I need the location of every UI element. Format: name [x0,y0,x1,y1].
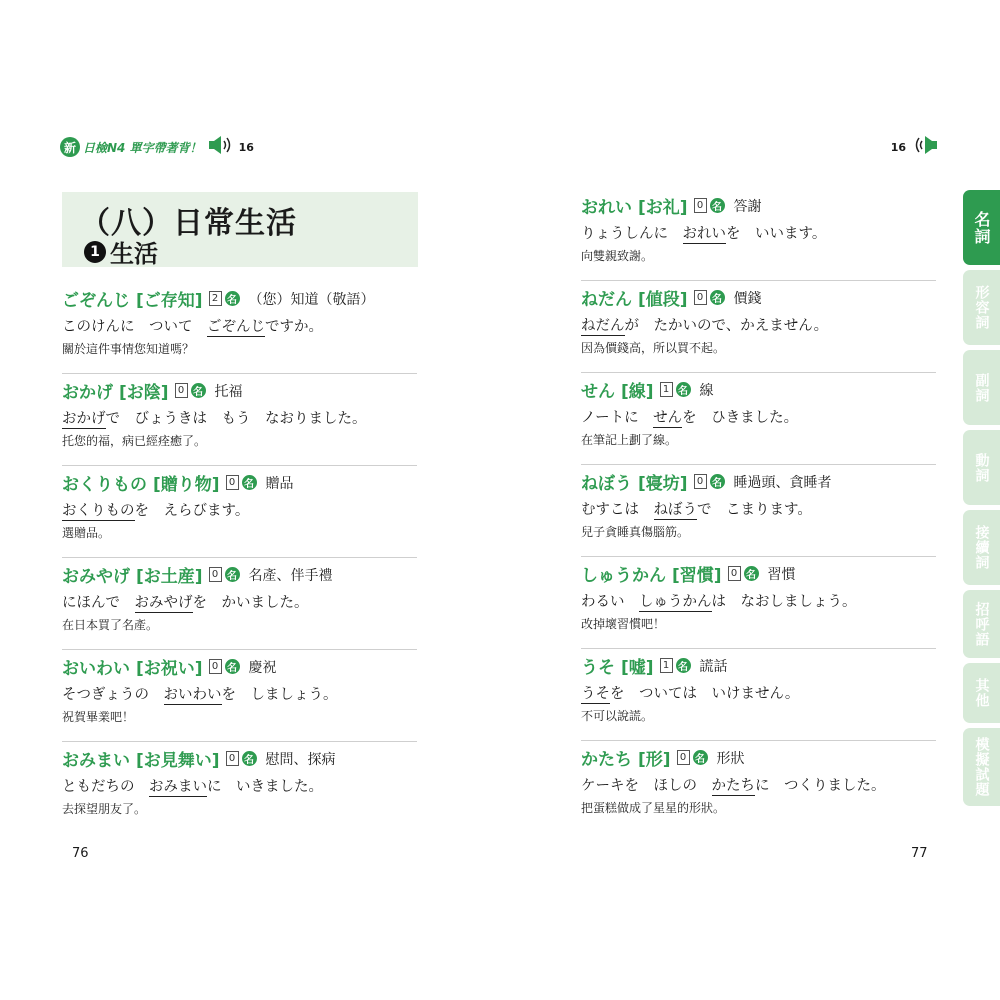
entry-meaning: 慰問、探病 [265,751,336,768]
entry-meaning: 答謝 [733,198,762,215]
accent-mark: 0 [209,659,222,674]
entry-meaning: 謊話 [699,658,728,675]
example-translation: 向雙親致謝。 [581,249,654,263]
entry-word: しゅうかん [581,566,666,586]
left-page-entries [62,282,417,834]
subsection-number: 1 [84,241,106,263]
entry-kanji: [ご存知] [136,291,203,311]
speaker-icon[interactable] [910,135,938,159]
example-sentence: りょうしんに おれいを いいます。 [581,226,827,242]
accent-mark: 0 [694,290,707,305]
vocab-entry [62,374,417,466]
series-badge: 新 [60,137,80,157]
noun-icon: 名 [225,291,240,306]
tab-greetings[interactable]: 招呼語 [963,590,1000,658]
entry-meaning: 形狀 [716,750,745,767]
noun-icon: 名 [191,383,206,398]
entry-kanji: [お陰] [119,383,169,403]
example-sentence: にほんで おみやげを かいました。 [62,595,309,611]
accent-mark: 0 [209,567,222,582]
entry-word: うそ [581,658,615,678]
entry-meaning: 睡過頭、貪睡者 [733,474,832,491]
running-header-right [888,134,938,160]
example-translation: 關於這件事情您知道嗎？ [62,342,195,356]
audio-track-number: 16 [238,140,254,154]
example-sentence: わるい しゅうかんは なおしましょう。 [581,594,857,610]
example-sentence: ケーキを ほしの かたちに つくりました。 [581,778,886,794]
entry-word: おいわい [62,659,130,679]
subsection-label: 生活 [110,240,158,268]
entry-kanji: [お土産] [136,567,203,587]
noun-icon: 名 [225,567,240,582]
accent-mark: 0 [677,750,690,765]
entry-kanji: [お祝い] [136,659,203,679]
example-translation: 因為價錢高，所以買不起。 [581,341,726,355]
entry-kanji: [お礼] [638,198,688,218]
accent-mark: 0 [226,751,239,766]
entry-meaning: 習慣 [767,566,796,583]
vocab-entry [581,281,936,373]
example-translation: 兒子貪睡真傷腦筋。 [581,525,690,539]
entry-kanji: [嘘] [621,658,654,678]
entry-word: おかげ [62,383,113,403]
noun-icon: 名 [242,475,257,490]
entry-kanji: [寝坊] [638,474,688,494]
vocab-entry [62,558,417,650]
entry-meaning: 線 [699,382,714,399]
entry-word: かたち [581,750,632,770]
entry-word: ごぞんじ [62,291,130,311]
series-title: 日檢N4 單字帶著背！ [83,140,202,155]
vocab-entry [62,742,417,834]
tab-adverbs[interactable]: 副詞 [963,350,1000,425]
entry-meaning: 贈品 [265,475,294,492]
example-sentence: ねだんが たかいので、かえません。 [581,318,829,334]
accent-mark: 0 [226,475,239,490]
accent-mark: 1 [660,658,673,673]
example-translation: 去探望朋友了。 [62,802,147,816]
example-translation: 不可以說謊。 [581,709,654,723]
noun-icon: 名 [676,382,691,397]
entry-kanji: [習慣] [672,566,722,586]
noun-icon: 名 [710,290,725,305]
example-translation: 選贈品。 [62,526,111,540]
accent-mark: 2 [209,291,222,306]
section-heading [62,192,418,267]
example-translation: 祝賀畢業吧！ [62,710,135,724]
example-translation: 在日本買了名產。 [62,618,159,632]
entry-word: おれい [581,198,632,218]
speaker-icon[interactable] [208,135,236,159]
entry-word: ねぼう [581,474,632,494]
example-sentence: おかげで びょうきは もう なおりました。 [62,411,367,427]
vocab-entry [581,741,936,833]
tab-mock-exam[interactable]: 模擬試題 [963,728,1000,806]
tab-conjunctions[interactable]: 接續詞 [963,510,1000,585]
accent-mark: 0 [694,474,707,489]
entry-kanji: [形] [638,750,671,770]
section-title: （八）日常生活 [80,206,297,241]
vocab-entry [62,650,417,742]
vocab-entry [581,189,936,281]
noun-icon: 名 [693,750,708,765]
subsection-title [84,234,158,269]
right-page-entries [581,189,936,833]
vocab-entry [581,465,936,557]
running-header-left [60,134,254,160]
example-translation: 在筆記上劃了線。 [581,433,678,447]
example-sentence: そつぎょうの おいわいを しましょう。 [62,687,338,703]
example-translation: 托您的福，病已經痊癒了。 [62,434,207,448]
accent-mark: 0 [694,198,707,213]
accent-mark: 1 [660,382,673,397]
tab-nouns[interactable]: 名詞 [963,190,1000,265]
tab-adjectives[interactable]: 形容詞 [963,270,1000,345]
entry-meaning: 慶祝 [248,659,277,676]
entry-meaning: 價錢 [733,290,762,307]
page-number-right: 77 [911,846,928,861]
example-sentence: うそを ついては いけません。 [581,686,800,702]
entry-word: ねだん [581,290,632,310]
entry-kanji: [贈り物] [153,475,220,495]
tab-verbs[interactable]: 動詞 [963,430,1000,505]
vocab-entry [581,649,936,741]
entry-word: おみまい [62,751,130,771]
entry-meaning: 名產、伴手禮 [248,567,333,584]
audio-track-number: 16 [890,140,906,154]
example-translation: 改掉壞習慣吧！ [581,617,666,631]
example-sentence: おくりものを えらびます。 [62,503,250,519]
example-sentence: このけんに ついて ごぞんじですか。 [62,319,323,335]
entry-word: せん [581,382,615,402]
example-sentence: ノートに せんを ひきました。 [581,410,799,426]
example-sentence: ともだちの おみまいに いきました。 [62,779,323,795]
vocab-entry [581,373,936,465]
page-number-left: 76 [72,846,89,861]
accent-mark: 0 [175,383,188,398]
entry-kanji: [線] [621,382,654,402]
noun-icon: 名 [225,659,240,674]
vocab-entry [581,557,936,649]
entry-word: おみやげ [62,567,130,587]
vocab-entry [62,466,417,558]
example-sentence: むすこは ねぼうで こまります。 [581,502,812,518]
noun-icon: 名 [242,751,257,766]
example-translation: 把蛋糕做成了星星的形狀。 [581,801,726,815]
entry-meaning: 托福 [214,383,243,400]
entry-word: おくりもの [62,475,147,495]
accent-mark: 0 [728,566,741,581]
noun-icon: 名 [710,474,725,489]
noun-icon: 名 [744,566,759,581]
entry-kanji: [値段] [638,290,688,310]
entry-kanji: [お見舞い] [136,751,220,771]
noun-icon: 名 [676,658,691,673]
noun-icon: 名 [710,198,725,213]
tab-others[interactable]: 其他 [963,663,1000,723]
vocab-entry [62,282,417,374]
entry-meaning: （您）知道（敬語） [248,291,375,308]
